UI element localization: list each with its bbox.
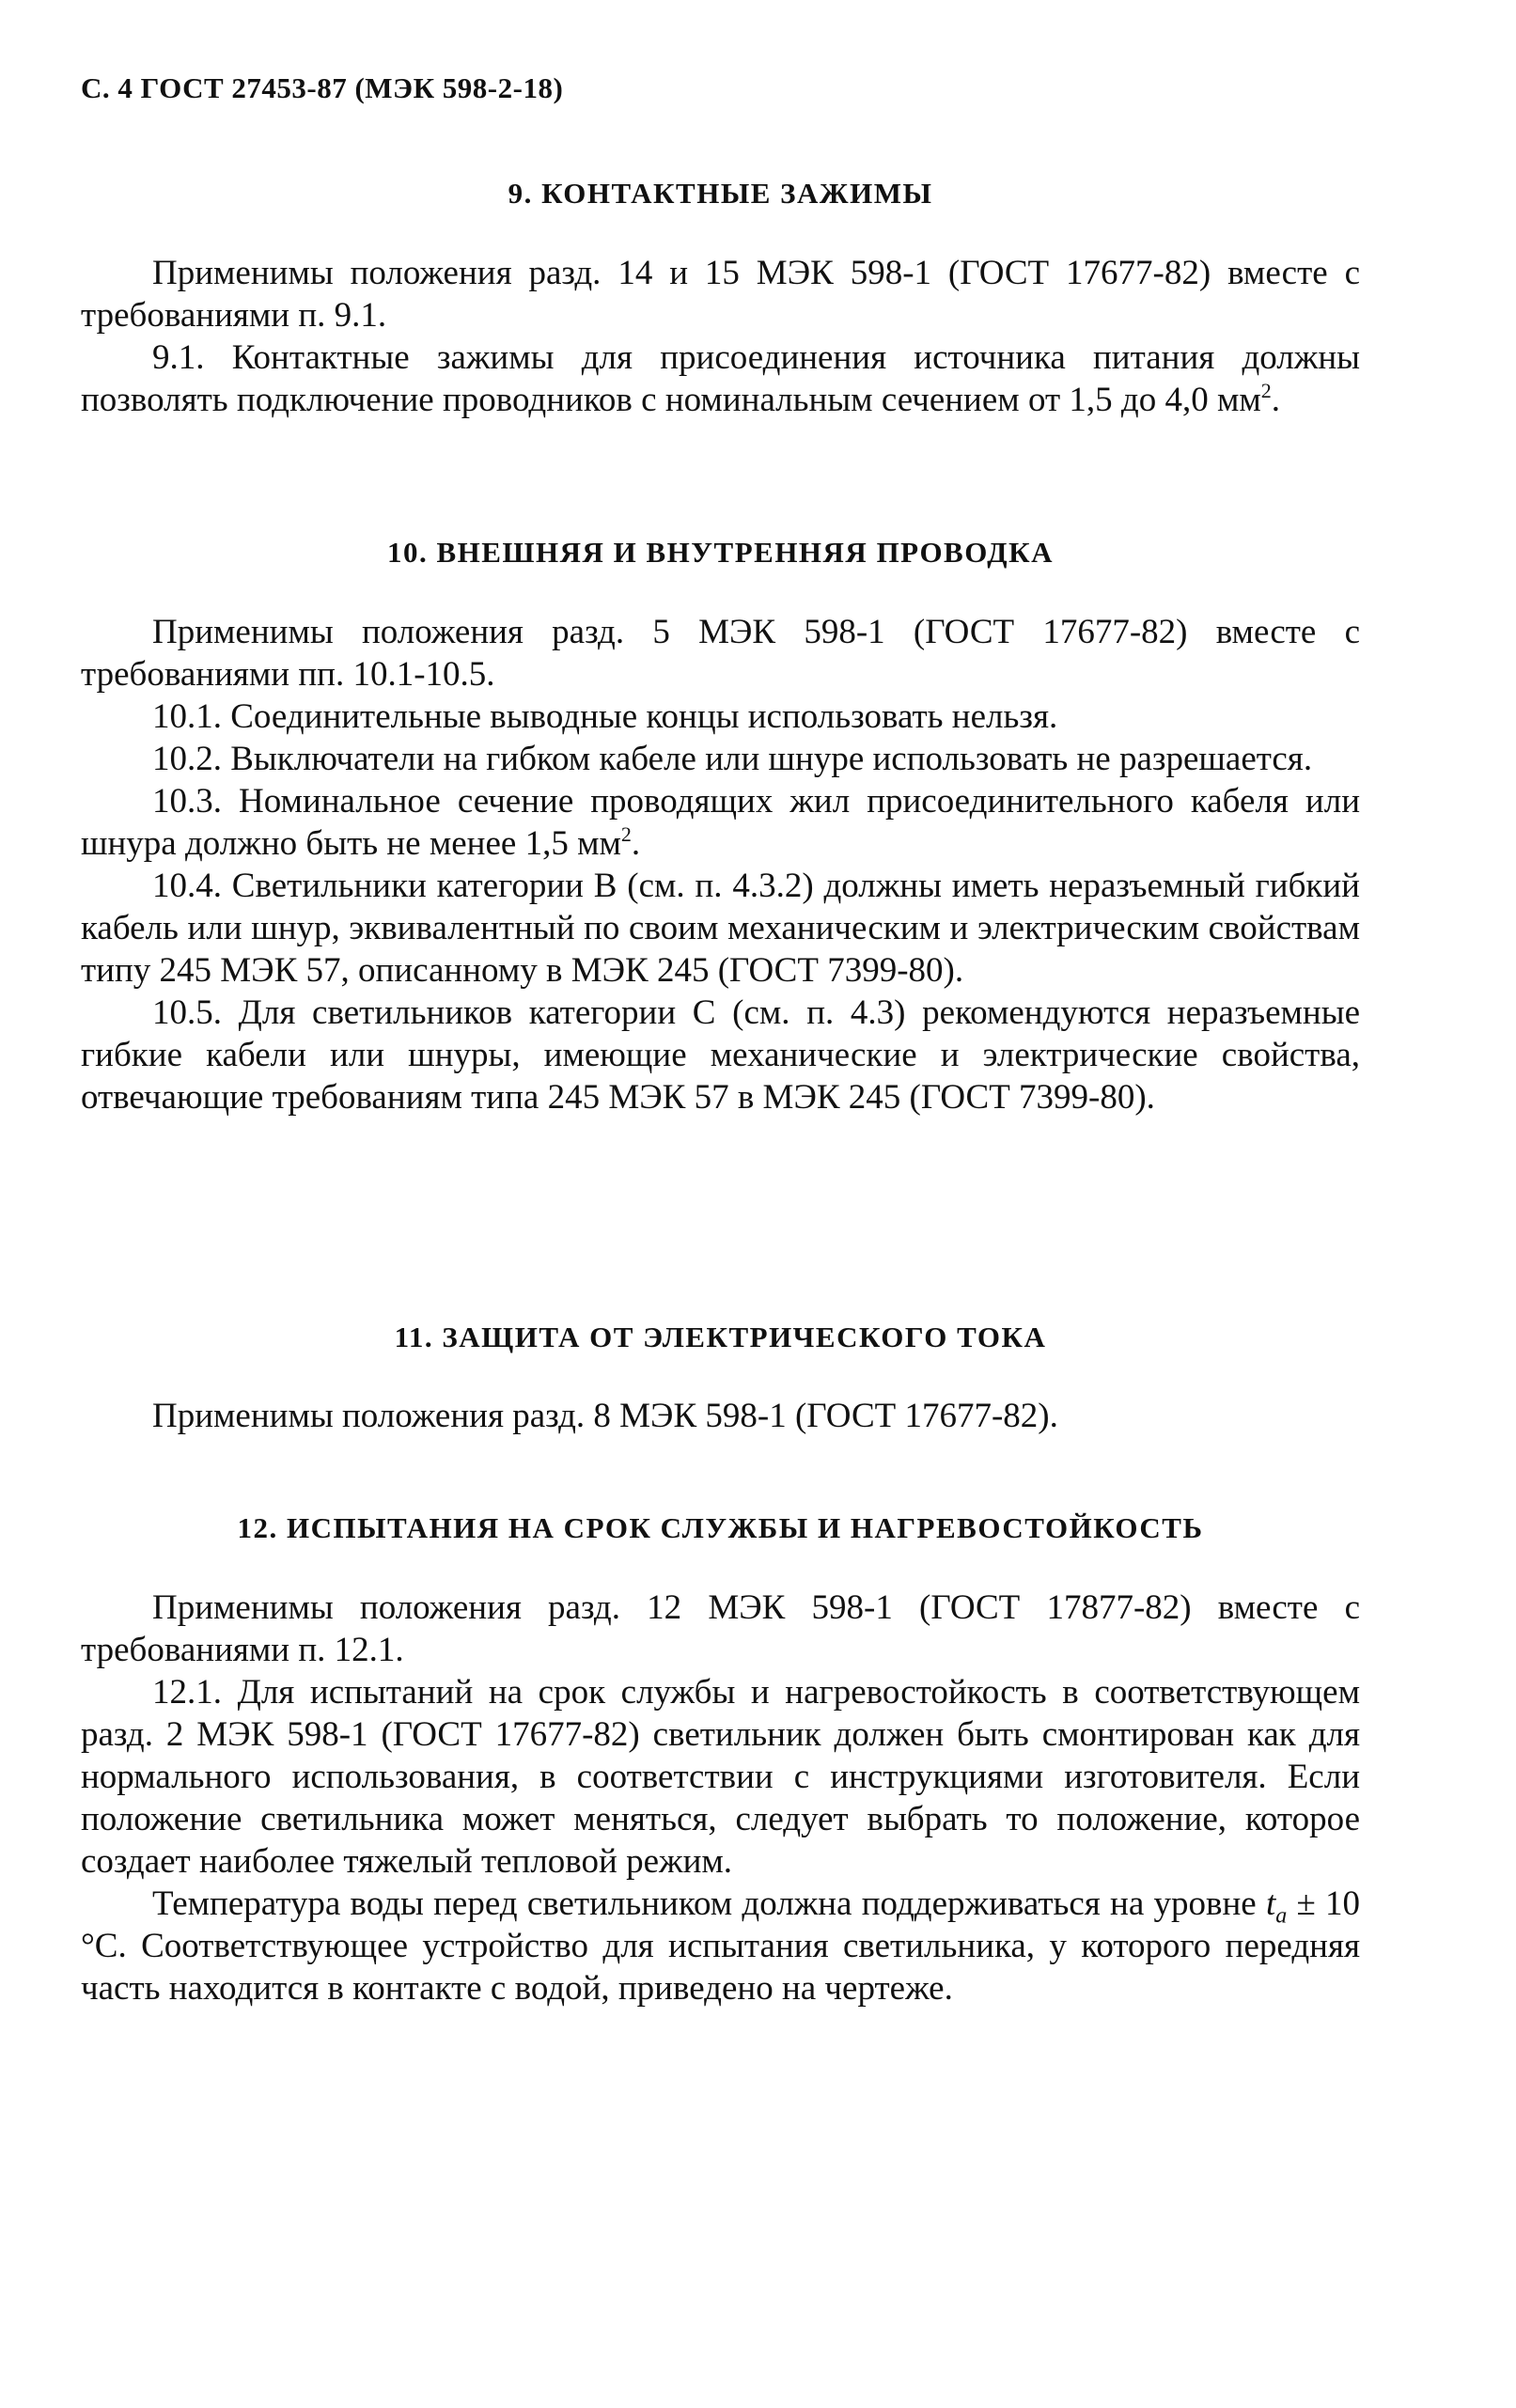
section-10-body: [81, 611, 1360, 1118]
section-9-heading: 9. КОНТАКТНЫЕ ЗАЖИМЫ: [508, 177, 933, 210]
paragraph-water-temperature: Температура воды перед светильником должна поддерживаться на уровне $t_a \pm 10$ °С. Соответствующее устройство для испытания светильника, у которого передняя часть находится в контакте с водой, приведено на чертеже.: [81, 1884, 1360, 2008]
paragraph-10-4: 10.4. Светильники категории В (см. п. 4.3.2) должны иметь неразъемный гибкий кабель или шнур, эквивалентный по своим механическим и электрическим свойствам типу 245 МЭК 57, описанному в МЭК 245 (ГОСТ 7399-80).: [81, 867, 1360, 990]
running-head: С. 4 ГОСТ 27453-87 (МЭК 598-2-18): [81, 71, 564, 104]
section-10-heading: 10. ВНЕШНЯЯ И ВНУТРЕННЯЯ ПРОВОДКА: [386, 536, 1054, 569]
section-11-heading: 11. ЗАЩИТА ОТ ЭЛЕКТРИЧЕСКОГО ТОКА: [394, 1321, 1047, 1353]
paragraph-10-2: 10.2. Выключатели на гибком кабеле или шнуре использовать не разрешается.: [152, 740, 1313, 778]
paragraph-10-3: 10.3. Номинальное сечение проводящих жил присоединительного кабеля или шнура должно быть не менее 1,5 $мм^2$.: [81, 782, 1360, 863]
section-11-body: [81, 1395, 1360, 1437]
section-12-intro: Применимы положения разд. 12 МЭК 598-1 (ГОСТ 17877-82) вместе с требованиями п. 12.1.: [81, 1588, 1360, 1669]
paragraph-10-5: 10.5. Для светильников категории С (см. п. 4.3) рекомендуются неразъемные гибкие кабели или шнуры, имеющие механические и электрические свойства, отвечающие требованиям типа 245 МЭК 57 в МЭК 245 (ГОСТ 7399-80).: [81, 993, 1360, 1117]
section-10-intro: Применимы положения разд. 5 МЭК 598-1 (ГОСТ 17677-82) вместе с требованиями пп. 10.1-10.5.: [81, 613, 1360, 694]
paragraph-9-1: 9.1. Контактные зажимы для присоединения источника питания должны позволять подключение проводников с номинальным сечением от 1,5 до 4,0 $мм^2$.: [81, 338, 1360, 419]
section-12-heading: 12. ИСПЫТАНИЯ НА СРОК СЛУЖБЫ И НАГРЕВОСТОЙКОСТЬ: [237, 1511, 1204, 1544]
paragraph-10-1: 10.1. Соединительные выводные концы использовать нельзя.: [152, 697, 1058, 736]
paragraph-12-1: 12.1. Для испытаний на срок службы и нагревостойкость в соответствующем разд. 2 МЭК 598-1 (ГОСТ 17677-82) светильник должен быть смонтирован как для нормального использования, в соответствии с инструкциями изготовителя. Если положение светильника может меняться, следует выбрать то положение, которое создает наиболее тяжелый тепловой режим.: [81, 1673, 1360, 1881]
section-12-body: [81, 1587, 1360, 2009]
section-9-intro: Применимы положения разд. 14 и 15 МЭК 598-1 (ГОСТ 17677-82) вместе с требованиями п. 9.1.: [81, 254, 1360, 335]
section-11-intro: Применимы положения разд. 8 МЭК 598-1 (ГОСТ 17677-82).: [152, 1397, 1058, 1435]
section-9-body: [81, 252, 1360, 421]
